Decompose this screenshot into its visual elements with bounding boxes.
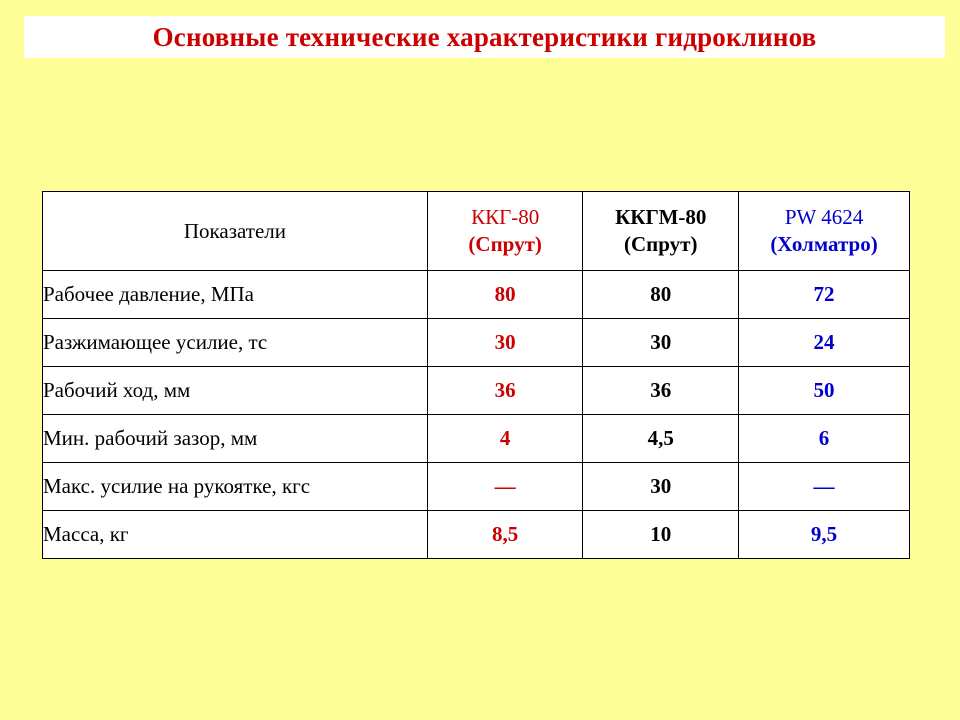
table-row	[43, 511, 910, 559]
row-kkgm-value: 80	[583, 271, 739, 319]
row-kkgm-value: 36	[583, 367, 739, 415]
table-row	[43, 367, 910, 415]
header-pw-model: PW 4624	[784, 205, 864, 229]
title-bar	[24, 16, 945, 58]
table-row	[43, 271, 910, 319]
row-pw-value: 72	[739, 271, 910, 319]
row-parameter: Масса, кг	[43, 511, 428, 559]
row-kkg-value: —	[427, 463, 583, 511]
header-pw	[739, 192, 910, 271]
table-row	[43, 415, 910, 463]
header-kkg-maker: (Спрут)	[468, 232, 542, 256]
row-kkg-value: 4	[427, 415, 583, 463]
row-parameter: Рабочее давление, МПа	[43, 271, 428, 319]
row-kkg-value: 36	[427, 367, 583, 415]
header-kkgm-model: ККГМ-80	[615, 205, 707, 229]
row-kkgm-value: 30	[583, 319, 739, 367]
header-kkgm-maker: (Спрут)	[624, 232, 698, 256]
row-kkg-value: 30	[427, 319, 583, 367]
row-parameter: Разжимающее усилие, тс	[43, 319, 428, 367]
header-kkg	[427, 192, 583, 271]
row-kkgm-value: 4,5	[583, 415, 739, 463]
row-pw-value: 24	[739, 319, 910, 367]
page-title: Основные технические характеристики гидроклинов	[152, 21, 817, 52]
row-pw-value: 6	[739, 415, 910, 463]
table-row	[43, 319, 910, 367]
row-parameter: Макс. усилие на рукоятке, кгс	[43, 463, 428, 511]
table-row	[43, 463, 910, 511]
specs-table	[42, 191, 910, 559]
row-pw-value: 50	[739, 367, 910, 415]
row-kkg-value: 8,5	[427, 511, 583, 559]
row-kkgm-value: 10	[583, 511, 739, 559]
row-kkgm-value: 30	[583, 463, 739, 511]
header-kkgm	[583, 192, 739, 271]
table-header-row	[43, 192, 910, 271]
row-pw-value: —	[739, 463, 910, 511]
row-pw-value: 9,5	[739, 511, 910, 559]
row-parameter: Мин. рабочий зазор, мм	[43, 415, 428, 463]
row-kkg-value: 80	[427, 271, 583, 319]
header-parameter: Показатели	[43, 192, 428, 271]
row-parameter: Рабочий ход, мм	[43, 367, 428, 415]
header-kkg-model: ККГ-80	[471, 205, 540, 229]
header-pw-maker: (Холматро)	[770, 232, 878, 256]
